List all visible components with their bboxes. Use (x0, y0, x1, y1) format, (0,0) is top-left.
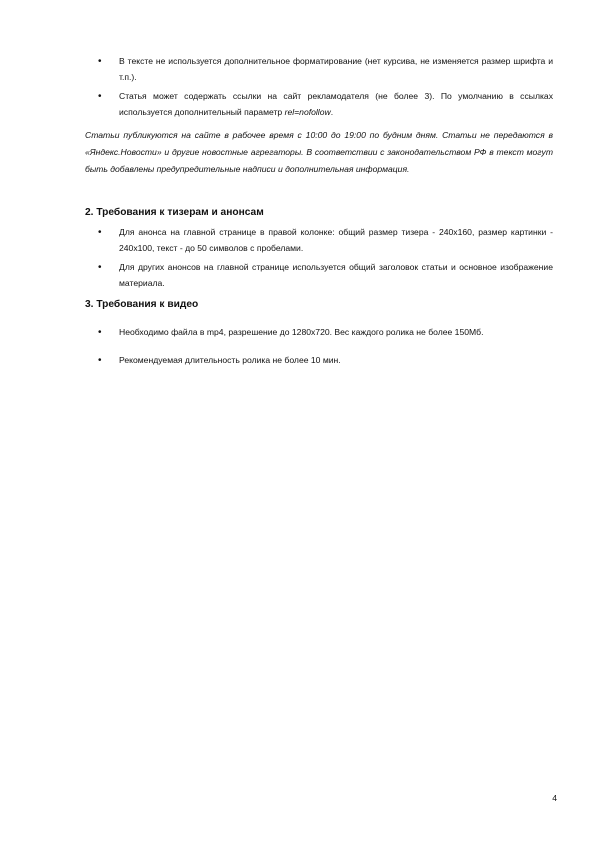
section-video (85, 298, 553, 372)
list-item-text: Для других анонсов на главной странице используется общий заголовок статьи и основное изображение материала. (119, 262, 553, 288)
list-item (85, 260, 553, 291)
section-heading: 2. Требования к тизерам и анонсам (85, 207, 264, 218)
list-item (85, 325, 553, 341)
section-heading: 3. Требования к видео (85, 299, 199, 310)
list-item-text: Статья может содержать ссылки на сайт рекламодателя (не более 3). По умолчанию в ссылках используется дополнительный параметр (119, 91, 553, 117)
list-item-text: В тексте не используется дополнительное форматирование (нет курсива, не изменяется размер шрифта и т.п.). (119, 56, 553, 82)
list-item-text: Необходимо файла в mp4, разрешение до 1280х720. Вес каждого ролика не более 150Мб. (119, 327, 484, 337)
section-teasers (85, 206, 553, 295)
list-item-text-end: . (330, 106, 334, 117)
publication-notice (85, 127, 553, 178)
list-item (85, 353, 553, 369)
list-item-text: Рекомендуемая длительность ролика не более 10 мин. (119, 354, 341, 365)
list-item (85, 54, 553, 85)
formatting-requirements-list (85, 54, 553, 124)
notice-paragraph: Статьи публикуются на сайте в рабочее время с 10:00 до 19:00 по будним дням. Статьи не передаются в «Яндекс.Новости» и другие новостные агрегаторы. В соответствии с законодательством РФ в текст могут быть добавлены предупредительные надписи и дополнительная информация. (85, 130, 553, 174)
nofollow-param: rel=nofollow (284, 106, 331, 117)
page-number: 4 (552, 793, 557, 803)
list-item-text: Для анонса на главной странице в правой колонке: общий размер тизера - 240х160, размер картинки - 240х100, текст - до 50 символов с пробелами. (119, 227, 553, 253)
list-item (85, 89, 553, 120)
list-item (85, 225, 553, 256)
